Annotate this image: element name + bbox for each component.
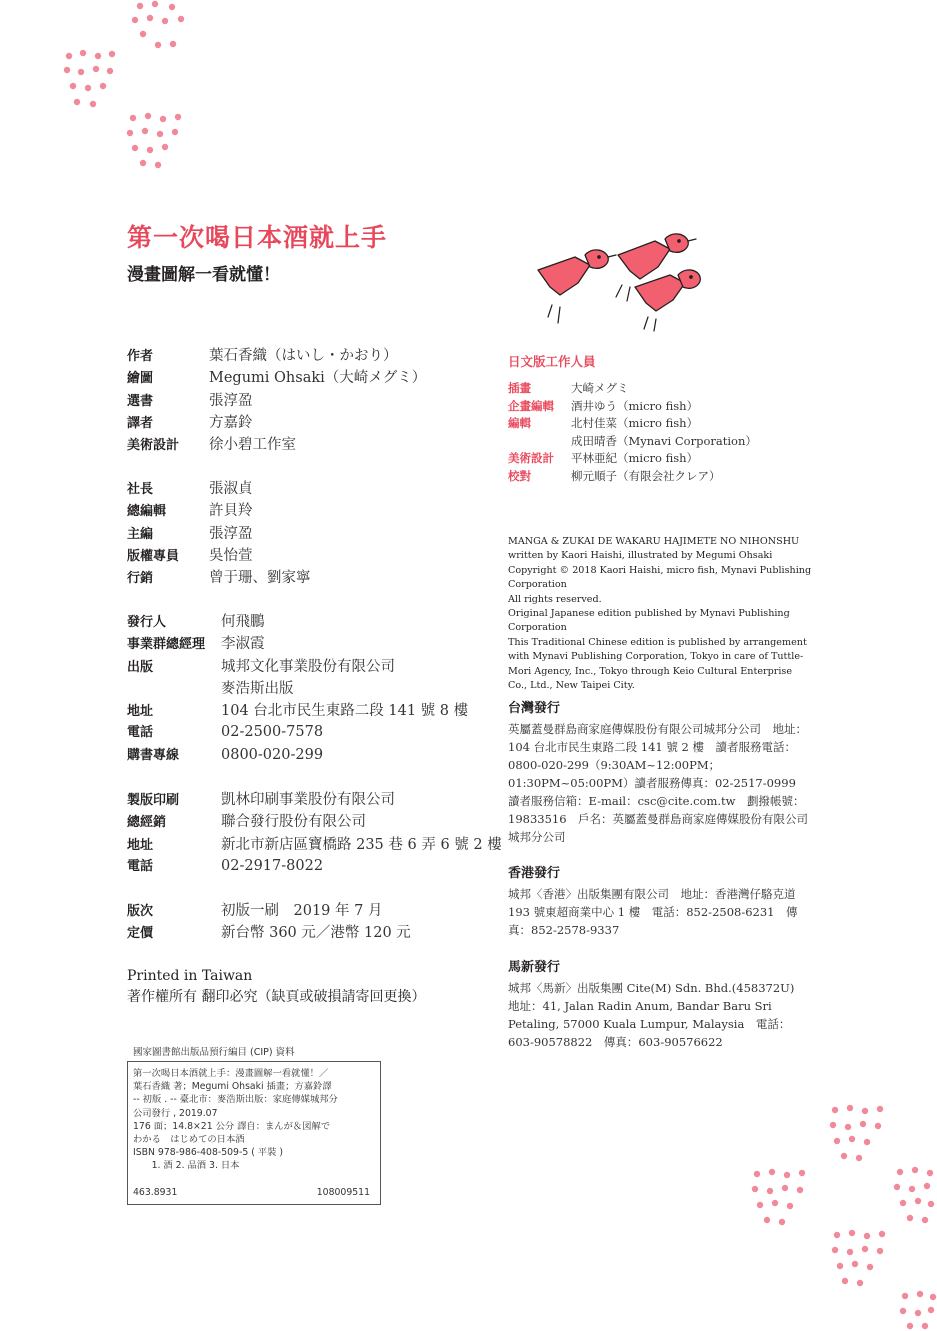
cip-line: 第一次喝日本酒就上手：漫畫圖解一看就懂！／ xyxy=(133,1068,329,1079)
credit-row xyxy=(127,366,507,388)
credit-row xyxy=(127,411,507,433)
hongkong-body: 城邦〈香港〉出版集團有限公司 地址：香港灣仔駱克道 193 號東超商業中心 1 樓 電話：852-2508-6231 傳真：852-2578-9337 xyxy=(508,887,798,937)
credit-row xyxy=(127,788,507,810)
taiwan-body: 英屬蓋曼群島商家庭傳媒股份有限公司城邦分公司 地址：104 台北市民生東路二段 141 號 2 樓 讀者服務電話：0800-020-299（9:30AM~12:00PM；01:30PM~05:00PM）讀者服務傳真：02-2517-0999 讀者服務信箱：E-mail：csc@cite.com.tw 劃撥帳號：19833516 戶名：英屬蓋曼群島商家庭傳媒股份有限公司城邦分公司 xyxy=(508,722,809,844)
credit-row xyxy=(127,699,507,721)
credit-value: 張淳盈 xyxy=(209,525,253,542)
staff-row xyxy=(508,415,757,433)
cip-line: 176 面；14.8×21 公分 譯自：まんが＆図解で xyxy=(133,1120,331,1132)
credit-label: 總經銷 xyxy=(127,815,167,831)
credit-value: 張淑貞 xyxy=(209,481,253,497)
book-subtitle: 漫畫圖解一看就懂！ xyxy=(127,265,280,285)
staff-row xyxy=(508,450,757,468)
translation-note: This Traditional Chinese edition is published by arrangement with Mynavi Publishing Corporation, Tokyo in care of Tuttle-Mori Agency, Inc., Tokyo through Keio Cultural Enterprise Co., Ltd., New Taipei City. xyxy=(508,636,807,692)
credit-label: 電話 xyxy=(127,858,154,874)
staff-value: 成田晴香（Mynavi Corporation） xyxy=(571,433,757,448)
credit-value: 聯合發行股份有限公司 xyxy=(221,814,366,831)
staff-value: 酒井ゆう（micro fish） xyxy=(571,398,699,413)
credit-label: 製版印刷 xyxy=(127,793,180,808)
credit-row xyxy=(127,677,507,699)
credit-value: 李淑霞 xyxy=(221,636,265,653)
credit-row xyxy=(127,655,507,677)
cip-line: -- 初版 . -- 臺北市：麥浩斯出版：家庭傳媒城邦分 xyxy=(133,1094,338,1106)
credit-row xyxy=(127,344,507,366)
credit-value: 張淳盈 xyxy=(209,392,253,409)
copyright-block xyxy=(508,535,813,693)
credit-label: 作者 xyxy=(127,349,154,364)
staff-label: 美術設計 xyxy=(508,451,554,466)
credit-label: 行銷 xyxy=(127,571,154,587)
staff-label: 校對 xyxy=(508,468,531,483)
authorship-line: written by Kaori Haishi, illustrated by Megumi Ohsaki xyxy=(508,550,773,562)
credit-value: Megumi Ohsaki（大崎メグミ） xyxy=(209,370,427,387)
staff-value: 柳元順子（有限会社クレア） xyxy=(571,468,721,483)
cip-line: ISBN 978-986-408-509-5 ( 平裝 ) xyxy=(133,1147,283,1159)
credit-value: 許貝羚 xyxy=(209,503,253,520)
credit-label: 繪圖 xyxy=(127,371,154,387)
cip-record xyxy=(127,1061,381,1205)
credit-label: 版次 xyxy=(127,904,154,919)
credit-label: 地址 xyxy=(127,837,154,853)
credit-label: 事業群總經理 xyxy=(127,637,206,653)
credit-label: 社長 xyxy=(127,482,154,497)
credit-value: 新北市新店區寶橋路 235 巷 6 弄 6 號 2 樓 xyxy=(221,836,502,853)
cip-record-number: 108009511 xyxy=(316,1186,370,1198)
japanese-staff-title: 日文版工作人員 xyxy=(508,354,596,369)
credit-label: 譯者 xyxy=(127,415,154,431)
original-title: MANGA & ZUKAI DE WAKARU HAJIMETE NO NIHONSHU xyxy=(508,536,800,547)
credit-value: 城邦文化事業股份有限公司 xyxy=(221,658,395,675)
hongkong-heading: 香港發行 xyxy=(508,866,561,881)
dot-pattern-top-left xyxy=(55,0,205,175)
credit-label: 主編 xyxy=(127,526,154,542)
credit-label: 購書專線 xyxy=(127,747,180,763)
credit-row xyxy=(127,921,507,943)
credit-row xyxy=(127,855,507,877)
credit-label: 版權專員 xyxy=(127,548,180,564)
credit-row xyxy=(127,544,507,566)
credit-label: 選書 xyxy=(127,393,154,409)
taiwan-distribution xyxy=(508,697,813,846)
malaysia-distribution xyxy=(508,956,813,1051)
credit-value: 初版一刷 2019 年 7 月 xyxy=(221,903,383,919)
credit-value: 02-2917-8022 xyxy=(221,857,324,874)
japanese-staff xyxy=(508,352,757,486)
credit-value: 新台幣 360 元／港幣 120 元 xyxy=(221,925,411,942)
staff-value: 大崎メグミ xyxy=(571,381,629,395)
cip-line: 1. 酒 2. 品酒 3. 日本 xyxy=(133,1160,240,1172)
credit-value: 葉石香織（はいし・かおり） xyxy=(209,348,398,364)
credits-publisher xyxy=(127,610,507,766)
credit-value: 方嘉鈴 xyxy=(209,414,253,431)
credit-value: 0800-020-299 xyxy=(221,746,324,763)
rights-reserved: All rights reserved. xyxy=(508,593,602,605)
credit-row xyxy=(127,522,507,544)
credits-printing xyxy=(127,788,507,877)
credit-label: 總編輯 xyxy=(127,504,167,520)
credit-row xyxy=(127,899,507,921)
credit-row xyxy=(127,721,507,743)
credit-label: 地址 xyxy=(127,704,154,720)
credit-label: 定價 xyxy=(127,926,154,942)
credit-value: 凱林印刷事業股份有限公司 xyxy=(221,792,395,808)
staff-row xyxy=(508,433,757,451)
credit-row xyxy=(127,566,507,588)
staff-value: 平林亜紀（micro fish） xyxy=(571,451,699,466)
cip-line: わかる はじめての日本酒 xyxy=(133,1134,245,1146)
dot-pattern-bottom-right xyxy=(745,1100,937,1331)
credit-row xyxy=(127,833,507,855)
flying-birds-illustration xyxy=(530,225,705,335)
credit-label: 美術設計 xyxy=(127,438,180,454)
credit-row xyxy=(127,610,507,632)
credit-label: 電話 xyxy=(127,725,154,741)
credit-row xyxy=(127,477,507,499)
staff-label: 插畫 xyxy=(508,381,531,395)
credits-creators xyxy=(127,344,507,455)
credit-value: 104 台北市民生東路二段 141 號 8 樓 xyxy=(221,703,469,720)
printed-in: Printed in Taiwan xyxy=(127,968,253,984)
rights-notice: 著作權所有 翻印必究（缺頁或破損請寄回更換） xyxy=(127,989,426,1005)
credit-row xyxy=(127,433,507,455)
credit-value: 曾于珊、劉家寧 xyxy=(209,570,311,587)
taiwan-heading: 台灣發行 xyxy=(508,701,561,716)
credit-row xyxy=(127,632,507,654)
hongkong-distribution xyxy=(508,862,813,939)
staff-label: 企畫編輯 xyxy=(508,398,554,413)
credit-label: 出版 xyxy=(127,659,154,675)
cip-caption: 國家圖書館出版品預行編目 (CIP) 資料 xyxy=(133,1047,295,1058)
credit-row xyxy=(127,389,507,411)
credit-value: 02-2500-7578 xyxy=(221,724,324,741)
credit-value: 吳怡萱 xyxy=(209,547,253,564)
credits-editorial xyxy=(127,477,507,588)
cip-footer xyxy=(133,1186,370,1199)
cip-line: 葉石香織 著；Megumi Ohsaki 插畫；方嘉鈴譯 xyxy=(133,1081,332,1093)
credit-label: 發行人 xyxy=(127,615,167,630)
staff-row xyxy=(508,380,757,398)
staff-row xyxy=(508,398,757,416)
staff-row xyxy=(508,468,757,486)
credit-value: 何飛鵬 xyxy=(221,614,265,630)
credit-value: 徐小碧工作室 xyxy=(209,437,296,454)
malaysia-body: 城邦〈馬新〉出版集團 Cite(M) Sdn. Bhd.(458372U) 地址：41, Jalan Radin Anum, Bandar Baru Sri Petaling, 57000 Kuala Lumpur, Malaysia 電話：603-90578822 傳真：603-90576622 xyxy=(508,981,806,1049)
cip-line: 公司發行 , 2019.07 xyxy=(133,1107,218,1119)
credit-value: 麥浩斯出版 xyxy=(221,680,294,697)
credit-row xyxy=(127,810,507,832)
original-edition-note: Original Japanese edition published by Mynavi Publishing Corporation xyxy=(508,608,790,634)
malaysia-heading: 馬新發行 xyxy=(508,960,561,975)
printed-notice xyxy=(127,966,425,1008)
cip-class-number: 463.8931 xyxy=(133,1186,178,1198)
book-title: 第一次喝日本酒就上手 xyxy=(127,223,388,252)
staff-label: 編輯 xyxy=(508,416,531,431)
credits-edition xyxy=(127,899,507,944)
copyright-line: Copyright © 2018 Kaori Haishi, micro fish, Mynavi Publishing Corporation xyxy=(508,564,812,591)
credit-row xyxy=(127,744,507,766)
credit-row xyxy=(127,499,507,521)
staff-value: 北村佳菜（micro fish） xyxy=(571,416,699,431)
